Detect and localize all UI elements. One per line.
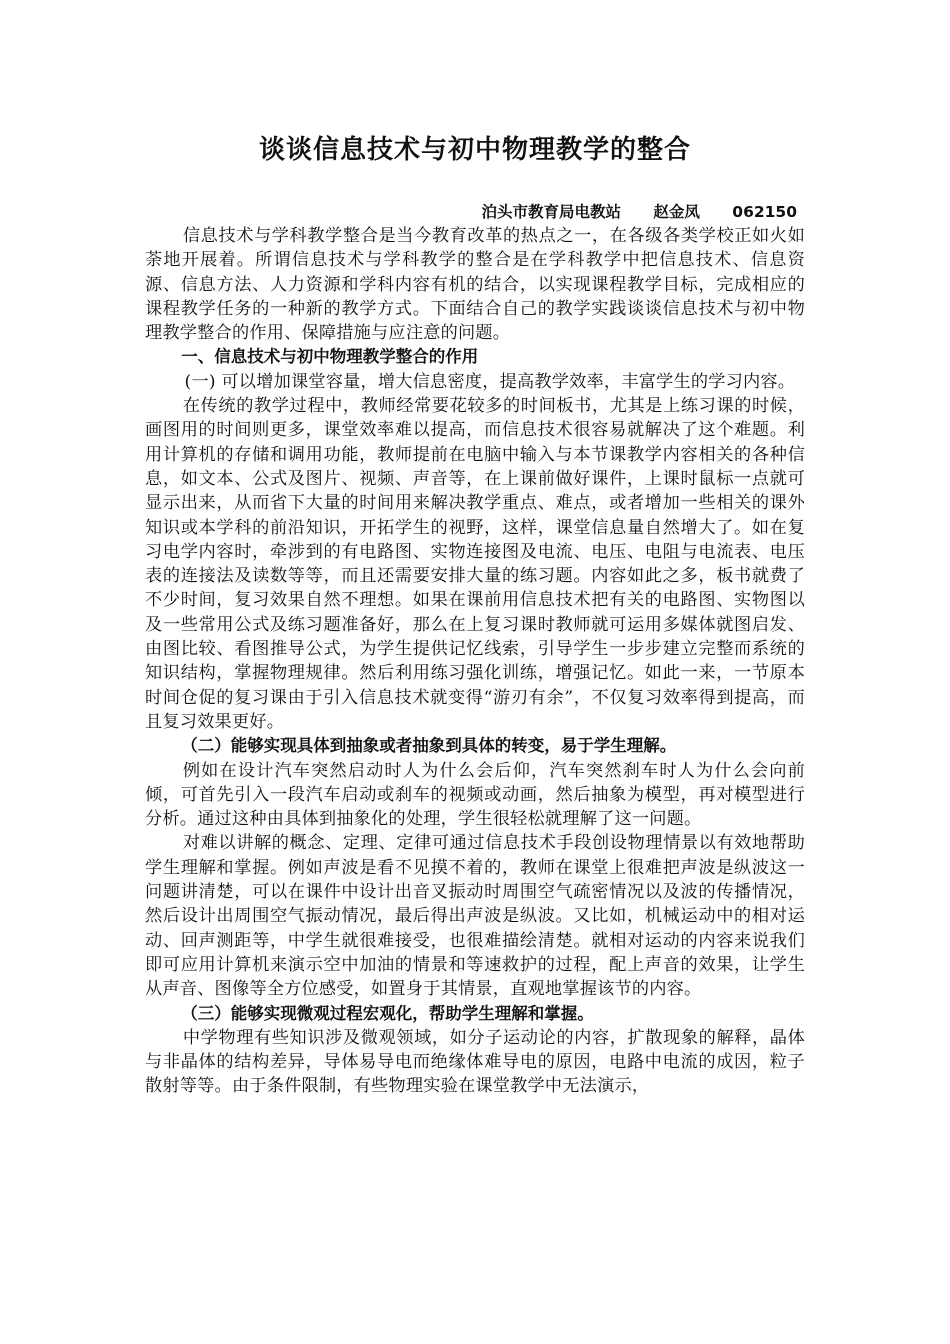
body-paragraph: 在传统的教学过程中，教师经常要花较多的时间板书，尤其是上练习课的时候，画图用的时间则更多，课堂效率难以提高，而信息技术很容易就解决了这个难题。利用计算机的存储和调用功能，教师提前在电脑中输入与本节课教学内容相关的各种信息，如文本、公式及图片、视频、声音等，在上课前做好课件，上课时鼠标一点就可显示出来，从而省下大量的时间用来解决教学重点、难点，或者增加一些相关的课外知识或本学科的前沿知识，开拓学生的视野，这样，课堂信息量自然增大了。如在复习电学内容时，牵涉到的有电路图、实物连接图及电流、电压、电阻与电流表、电压表的连接法及读数等等，而且还需要安排大量的练习题。内容如此之多，板书就费了不少时间，复习效果自然不理想。如果在课前用信息技术把有关的电路图、实物图以及一些常用公式及练习题准备好，那么在上复习课时教师就可运用多媒体就图启发、由图比较、看图推导公式，为学生提供记忆线索，引导学生一步步建立完整而系统的知识结构，掌握物理规律。然后利用练习强化训练，增强记忆。如此一来，一节原本时间仓促的复习课由于引入信息技术就变得“游刃有余”，不仅复习效率得到提高，而且复习效果更好。: [145, 396, 805, 732]
body-paragraph: 中学物理有些知识涉及微观领域，如分子运动论的内容，扩散现象的解释，晶体与非晶体的结构差异，导体易导电而绝缘体难导电的原因，电路中电流的成因，粒子散射等等。由于条件限制，有些物理实验在课堂教学中无法演示，: [145, 1027, 805, 1097]
intro-paragraph: 信息技术与学科教学整合是当今教育改革的热点之一，在各级各类学校正如火如荼地开展着。所谓信息技术与学科教学的整合是在学科教学中把信息技术、信息资源、信息方法、人力资源和学科内容有机的结合，以实现课程教学目标，完成相应的课程教学任务的一种新的教学方式。下面结合自己的教学实践谈谈信息技术与初中物理教学整合的作用、保障措施与应注意的问题。: [145, 226, 805, 344]
subsection-heading: (一) 可以增加课堂容量，增大信息密度，提高教学效率，丰富学生的学习内容。: [184, 371, 796, 392]
document-title: 谈谈信息技术与初中物理教学的整合: [258, 135, 691, 165]
document-body: [145, 224, 805, 1099]
body-paragraph: 例如在设计汽车突然启动时人为什么会后仰，汽车突然刹车时人为什么会向前倾，可首先引入一段汽车启动或刹车的视频或动画，然后抽象为模型，再对模型进行分析。通过这种由具体到抽象化的处理，学生很轻松就理解了这一问题。: [145, 760, 805, 830]
subsection-heading: （二）能够实现具体到抽象或者抽象到具体的转变，易于学生理解。: [181, 736, 677, 756]
section-heading: 一、信息技术与初中物理教学整合的作用: [181, 347, 479, 367]
subsection-heading: （三）能够实现微观过程宏观化，帮助学生理解和掌握。: [181, 1003, 594, 1023]
author-byline: 泊头市教育局电教站 赵金凤 062150: [481, 203, 797, 221]
body-paragraph: 对难以讲解的概念、定理、定律可通过信息技术手段创设物理情景以有效地帮助学生理解和掌握。例如声波是看不见摸不着的，教师在课堂上很难把声波是纵波这一问题讲清楚，可以在课件中设计出音叉振动时周围空气疏密情况以及波的传播情况，然后设计出周围空气振动情况，最后得出声波是纵波。又比如，机械运动中的相对运动、回声测距等，中学生就很难接受，也很难描绘清楚。就相对运动的内容来说我们即可应用计算机来演示空中加油的情景和等速救护的过程，配上声音的效果，让学生从声音、图像等全方位感受，如置身于其情景，直观地掌握该节的内容。: [145, 833, 805, 1000]
